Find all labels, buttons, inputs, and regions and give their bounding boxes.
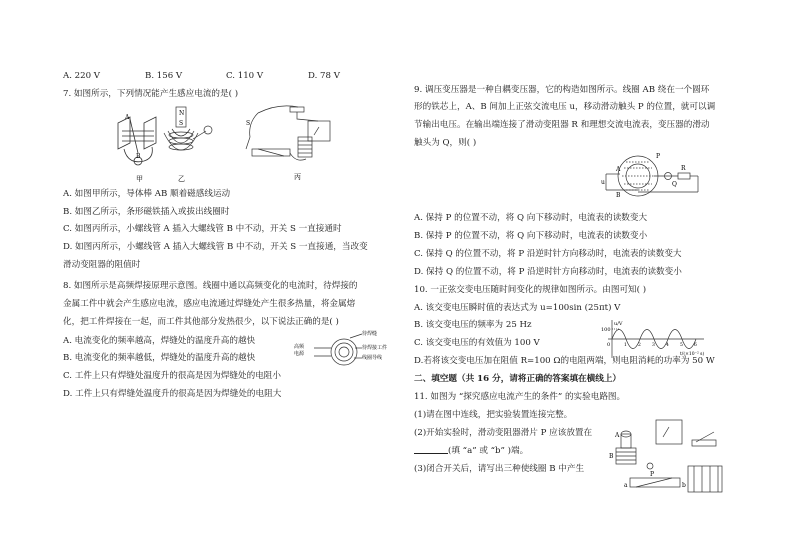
q10-tick-3: 3 <box>652 343 655 348</box>
q11-label-a-end: a <box>624 482 628 489</box>
q9-label-a: A <box>616 166 621 173</box>
q7-caption-bing: 丙 <box>294 173 301 181</box>
q9-label-u: u <box>601 179 605 186</box>
q8-option-b: B. 电流变化的频率越低，焊缝处的温度升高的越快 <box>63 353 256 363</box>
svg-text:S: S <box>179 120 184 127</box>
q10-tick-2: 2 <box>638 343 641 348</box>
q8-label-workpiece: 待焊接工件 <box>362 345 388 351</box>
q8-option-c: C. 工件上只有焊缝处温度升的很高是因为焊缝处的电阻小 <box>63 371 281 381</box>
q8-label-seam: 待焊缝 <box>362 331 378 337</box>
q6-option-d: D. 78 V <box>308 71 340 81</box>
q10-option-b: B. 该交变电压的频率为 25 Hz <box>414 320 532 330</box>
q7-figure <box>108 103 348 185</box>
q8-option-d: D. 工件上只有焊缝处温度升的很高是因为焊缝处的电阻大 <box>63 389 282 399</box>
q10-option-d: D.若将该交变电压加在阻值 R=100 Ω的电阻两端，则电阻消耗的功率为 50 W <box>414 356 715 366</box>
q9-stem-4: 触头为 Q，则( ) <box>414 138 477 148</box>
q11-stem: 11. 如图为 “探究感应电流产生的条件” 的实验电路图。 <box>414 392 626 402</box>
svg-text:N: N <box>179 110 185 117</box>
q11-part-2b-line <box>414 445 528 457</box>
q10-option-a: A. 该交变电压瞬时值的表达式为 u=100sin (25πt) V <box>414 303 621 313</box>
q10-origin: 0 <box>607 342 611 348</box>
q9-stem-3: 节输出电压。在输出端连接了滑动变阻器 R 和理想交流电流表，变压器的滑动 <box>414 120 710 130</box>
q8-stem-1: 8. 如图所示是高频焊接原理示意图。线圈中通以高频变化的电流时，待焊接的 <box>63 281 358 291</box>
q10-axis-y: u/V <box>614 321 623 327</box>
section-2-heading: 二、填空题（共 16 分，请将正确的答案填在横线上） <box>414 374 622 384</box>
q11-part-2b: (填 “a” 或 “b” )端。 <box>448 446 529 456</box>
q7-figure-yi <box>164 107 212 150</box>
q9-label-b: B <box>616 192 621 199</box>
q8-label-power: 高频 <box>294 344 305 350</box>
q10-tick-5: 5 <box>680 343 683 348</box>
q7-figure-bing <box>246 106 330 160</box>
q9-option-b: B. 保持 P 的位置不动，将 Q 向下移动时，电流表的读数变小 <box>414 231 648 241</box>
q11-label-a: A <box>615 432 620 439</box>
q7-label-a: A <box>125 114 130 121</box>
q7-option-d-cont: 滑动变阻器的阻值时 <box>63 260 141 270</box>
q6-option-a: A. 220 V <box>63 71 101 81</box>
q9-stem-1: 9. 调压变压器是一种自耦变压器，它的构造如图所示。线圈 AB 绕在一个圆环 <box>414 85 710 95</box>
q7-caption-yi: 乙 <box>178 175 185 183</box>
q8-stem-3: 化，把工件焊接在一起，而工件其他部分发热很少，以下说法正确的是( ) <box>63 317 339 327</box>
q9-label-r: R <box>681 165 686 172</box>
q8-stem-2: 金属工件中就会产生感应电流，感应电流通过焊缝处产生很多热量，将金属熔 <box>63 299 356 309</box>
q7-option-a: A. 如图甲所示，导体棒 AB 顺着磁感线运动 <box>63 189 231 199</box>
q6-option-b: B. 156 V <box>145 71 183 81</box>
q7-option-d: D. 如图丙所示，小螺线管 A 插入大螺线管 B 中不动，开关 S 一直接通，当改变 <box>63 242 368 252</box>
q11-answer-blank[interactable] <box>414 445 448 454</box>
q11-part-3: (3)闭合开关后，请写出三种使线圈 B 中产生 <box>414 464 585 474</box>
q10-axis-x: t/(×10⁻² s) <box>680 352 705 357</box>
q11-part-2a: (2)开始实验时，滑动变阻器滑片 P 应该放置在 <box>414 428 593 438</box>
q9-label-q: Q <box>672 181 677 188</box>
q9-label-p: P <box>656 153 661 160</box>
q11-part-1: (1)请在图中连线，把实验装置连接完整。 <box>414 410 573 420</box>
q9-option-d: D. 保持 Q 的位置不动，将 P 沿逆时针方向移动时，电流表的读数变小 <box>414 267 682 277</box>
q9-figure <box>598 150 708 206</box>
q6-option-c: C. 110 V <box>226 71 264 81</box>
q7-option-b: B. 如图乙所示，条形磁铁插入或拔出线圈时 <box>63 207 230 217</box>
q10-y-max: 100 <box>601 327 611 333</box>
q10-tick-1: 1 <box>624 343 627 348</box>
q11-label-p: P <box>650 471 655 478</box>
q11-label-b-end: b <box>682 482 686 489</box>
q7-stem: 7. 如图所示，下列情况能产生感应电流的是( ) <box>63 89 239 99</box>
q11-label-b: B <box>609 453 614 460</box>
q7-label-b: B <box>136 153 141 160</box>
q8-label-coil: 线圈导线 <box>362 355 383 361</box>
q7-label-s: S <box>246 120 251 127</box>
q10-tick-4: 4 <box>666 343 669 348</box>
q8-option-a: A. 电流变化的频率越高，焊缝处的温度升高的越快 <box>63 336 256 346</box>
svg-text:电源: 电源 <box>294 351 305 357</box>
q8-figure <box>292 328 392 374</box>
q7-caption-jia: 甲 <box>136 175 143 183</box>
q10-tick-6: 6 <box>694 343 697 348</box>
q10-figure <box>600 318 720 360</box>
q9-stem-2: 形的铁芯上，A、B 间加上正弦交流电压 u，移动滑动触头 P 的位置，就可以调 <box>414 102 716 112</box>
q9-option-a: A. 保持 P 的位置不动，将 Q 向下移动时，电流表的读数变大 <box>414 213 648 223</box>
q11-figure <box>606 414 728 500</box>
q7-option-c: C. 如图丙所示，小螺线管 A 插入大螺线管 B 中不动，开关 S 一直接通时 <box>63 224 342 234</box>
q9-option-c: C. 保持 Q 的位置不动，将 P 沿逆时针方向移动时，电流表的读数变大 <box>414 249 682 259</box>
q10-option-c: C. 该交变电压的有效值为 100 V <box>414 338 540 348</box>
q10-stem: 10. 一正弦交变电压随时间变化的规律如图所示。由图可知( ) <box>414 285 647 295</box>
